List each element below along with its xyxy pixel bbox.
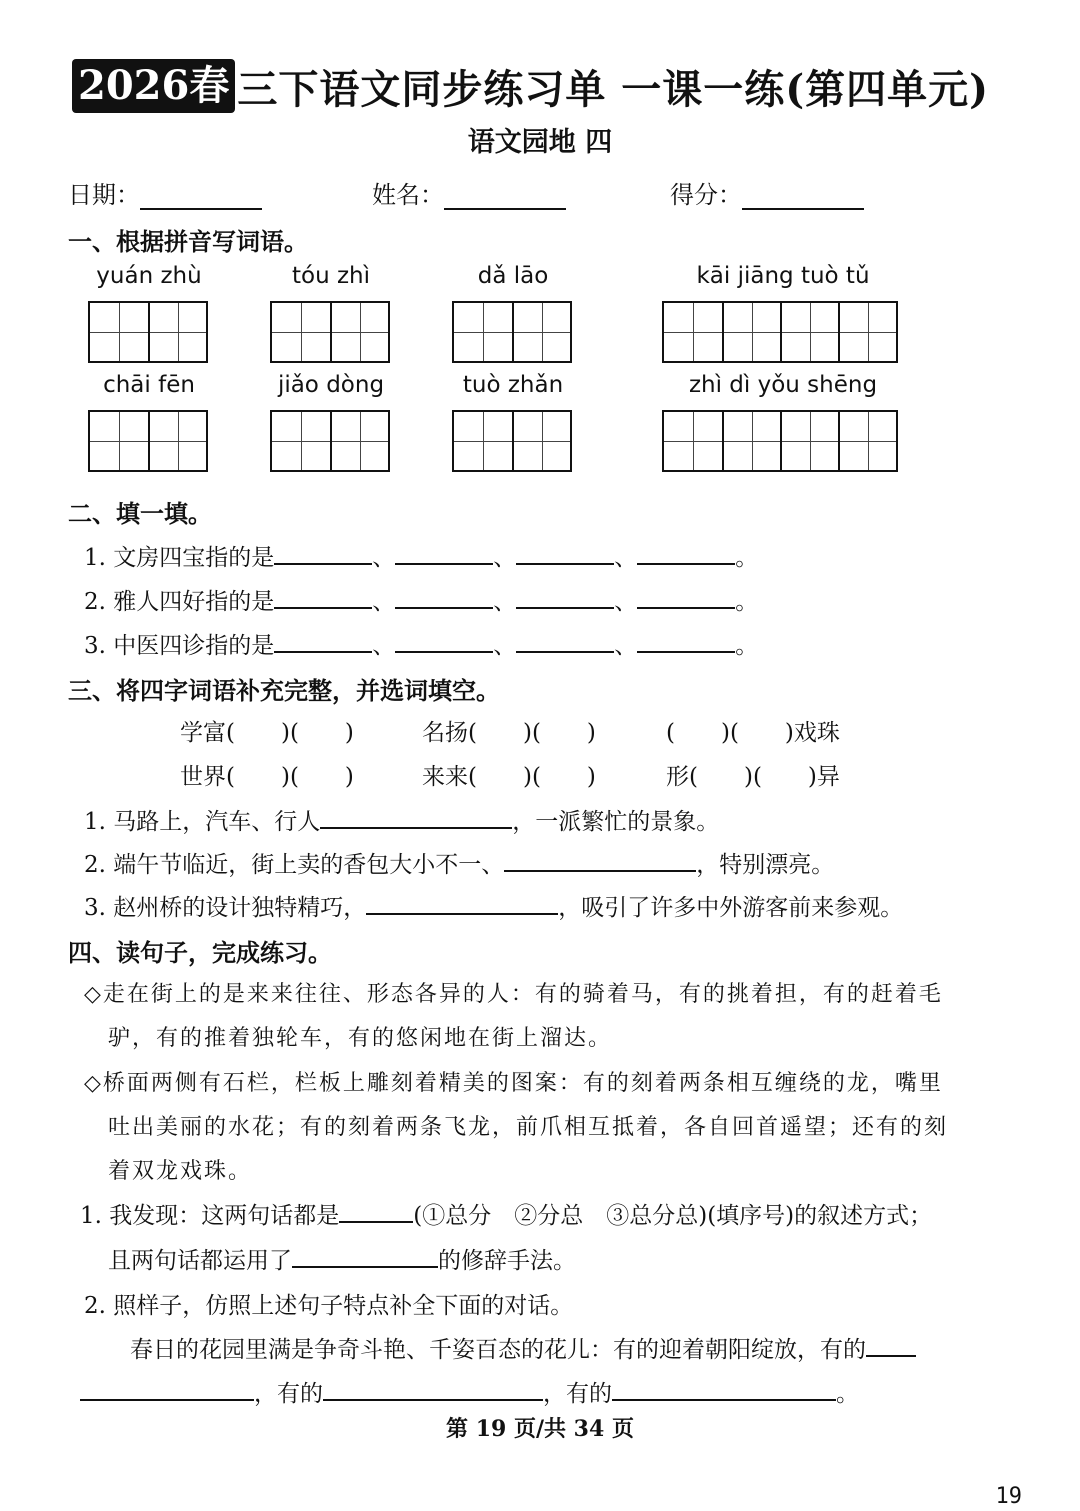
question-part: 且两句话都运用了 <box>108 1248 292 1274</box>
question-item <box>80 1197 932 1230</box>
answer-blank[interactable] <box>637 585 735 609</box>
answer-blank[interactable] <box>274 541 372 565</box>
date-label: 日期： <box>68 181 140 209</box>
pinyin-label: tóu zhì <box>291 263 371 289</box>
answer-blank[interactable] <box>395 541 493 565</box>
section2-heading: 二、填一填。 <box>68 499 212 528</box>
writing-grid[interactable] <box>88 410 208 472</box>
answer-blank[interactable] <box>516 585 614 609</box>
pinyin-label: dǎ lāo <box>477 263 549 289</box>
separator: 、 <box>493 589 517 615</box>
fill-prompt: 2. 雅人四好指的是 <box>84 589 275 615</box>
answer-blank[interactable] <box>80 1377 254 1401</box>
name-field <box>372 175 566 210</box>
sentence-item <box>84 803 719 836</box>
period: 。 <box>735 589 759 615</box>
separator: 、 <box>372 545 396 571</box>
answer-blank[interactable] <box>339 1199 413 1223</box>
answer-blank[interactable] <box>323 1377 543 1401</box>
writing-grid[interactable] <box>662 410 898 472</box>
sentence-part: ，吸引了许多中外游客前来参观。 <box>558 895 904 921</box>
question-part: (①总分 ②分总 ③总分总)(填序号)的叙述方式； <box>413 1203 933 1229</box>
separator: 、 <box>372 633 396 659</box>
passage-line: ◇桥面两侧有石栏，栏板上雕刻着精美的图案：有的刻着两条相互缠绕的龙，嘴里 <box>84 1071 943 1096</box>
question-item <box>130 1331 916 1364</box>
separator: 、 <box>493 633 517 659</box>
answer-blank[interactable] <box>612 1377 836 1401</box>
section1-heading: 一、根据拼音写词语。 <box>68 227 308 256</box>
writing-grid[interactable] <box>662 301 898 363</box>
question-item <box>80 1375 859 1408</box>
writing-grid[interactable] <box>452 410 572 472</box>
fill-item <box>84 627 758 660</box>
passage-line: 着双龙戏珠。 <box>108 1159 253 1184</box>
fill-item <box>84 539 758 572</box>
sentence-item <box>84 846 834 879</box>
writing-grid[interactable] <box>270 301 390 363</box>
question-part: ，有的 <box>254 1381 323 1407</box>
pinyin-label: kāi jiāng tuò tǔ <box>696 263 870 289</box>
separator: 、 <box>372 589 396 615</box>
sentence-part: ，特别漂亮。 <box>696 852 835 878</box>
page-info: 第 19 页/共 34 页 <box>446 1416 634 1442</box>
idiom-blank[interactable]: ( )( )戏珠 <box>666 720 840 746</box>
sentence-item <box>84 889 903 922</box>
fill-prompt: 1. 文房四宝指的是 <box>84 545 275 571</box>
subtitle: 语文园地 四 <box>467 127 613 158</box>
writing-grid[interactable] <box>270 410 390 472</box>
answer-blank[interactable] <box>866 1333 916 1357</box>
separator: 、 <box>614 545 638 571</box>
fill-prompt: 3. 中医四诊指的是 <box>84 633 275 659</box>
pinyin-label: zhì dì yǒu shēng <box>688 372 878 398</box>
period: 。 <box>735 633 759 659</box>
question-part: 春日的花园里满是争奇斗艳、千姿百态的花儿：有的迎着朝阳绽放，有的 <box>130 1337 866 1363</box>
answer-blank[interactable] <box>395 629 493 653</box>
question-part: ，有的 <box>543 1381 612 1407</box>
year-badge: 2026春 <box>72 59 235 113</box>
date-blank[interactable] <box>140 184 262 210</box>
idiom-blank[interactable]: 形( )( )异 <box>666 764 840 790</box>
page-title: 三下语文同步练习单 一课一练(第四单元) <box>237 65 990 113</box>
sentence-part: 1. 马路上，汽车、行人 <box>84 809 321 835</box>
answer-blank[interactable] <box>274 629 372 653</box>
date-field <box>68 175 262 210</box>
separator: 、 <box>493 545 517 571</box>
passage-line: 吐出美丽的水花；有的刻着两条飞龙，前爪相互抵着，各自回首遥望；还有的刻 <box>108 1115 949 1140</box>
separator: 、 <box>614 589 638 615</box>
idiom-blank[interactable]: 名扬( )( ) <box>422 720 596 746</box>
score-blank[interactable] <box>742 184 864 210</box>
section3-heading: 三、将四字词语补充完整，并选词填空。 <box>68 676 500 705</box>
score-label: 得分： <box>670 181 742 209</box>
answer-blank[interactable] <box>637 629 735 653</box>
sentence-part: 2. 端午节临近，街上卖的香包大小不一、 <box>84 852 505 878</box>
answer-blank[interactable] <box>395 585 493 609</box>
writing-grid[interactable] <box>88 301 208 363</box>
idiom-blank[interactable]: 学富( )( ) <box>180 720 354 746</box>
answer-blank[interactable] <box>292 1244 438 1268</box>
pinyin-label: chāi fēn <box>103 372 195 398</box>
answer-blank[interactable] <box>274 585 372 609</box>
answer-blank[interactable] <box>320 805 512 829</box>
fill-item <box>84 583 758 616</box>
answer-blank[interactable] <box>504 848 696 872</box>
question-part: 的修辞手法。 <box>438 1248 576 1274</box>
passage-line: ◇走在街上的是来来往往、形态各异的人：有的骑着马，有的挑着担，有的赶着毛 <box>84 982 943 1007</box>
question-item <box>108 1242 576 1275</box>
title-row <box>72 58 989 114</box>
writing-grid[interactable] <box>452 301 572 363</box>
pinyin-label: tuò zhǎn <box>462 372 564 398</box>
idiom-blank[interactable]: 世界( )( ) <box>180 764 354 790</box>
score-field <box>670 175 864 210</box>
period: 。 <box>836 1381 859 1407</box>
name-label: 姓名： <box>372 181 444 209</box>
pinyin-label: jiǎo dòng <box>277 372 385 398</box>
period: 。 <box>735 545 759 571</box>
page-number: 19 <box>995 1484 1022 1509</box>
answer-blank[interactable] <box>516 629 614 653</box>
answer-blank[interactable] <box>516 541 614 565</box>
answer-blank[interactable] <box>637 541 735 565</box>
question-item: 2. 照样子，仿照上述句子特点补全下面的对话。 <box>84 1293 574 1319</box>
answer-blank[interactable] <box>366 891 558 915</box>
idiom-blank[interactable]: 来来( )( ) <box>422 764 596 790</box>
pinyin-label: yuán zhù <box>96 263 202 289</box>
sentence-part: ，一派繁忙的景象。 <box>512 809 720 835</box>
section4-heading: 四、读句子，完成练习。 <box>68 938 332 967</box>
passage-line: 驴，有的推着独轮车，有的悠闲地在街上溜达。 <box>108 1026 613 1051</box>
question-part: 1. 我发现：这两句话都是 <box>80 1203 340 1229</box>
separator: 、 <box>614 633 638 659</box>
name-blank[interactable] <box>444 184 566 210</box>
sentence-part: 3. 赵州桥的设计独特精巧， <box>84 895 367 921</box>
